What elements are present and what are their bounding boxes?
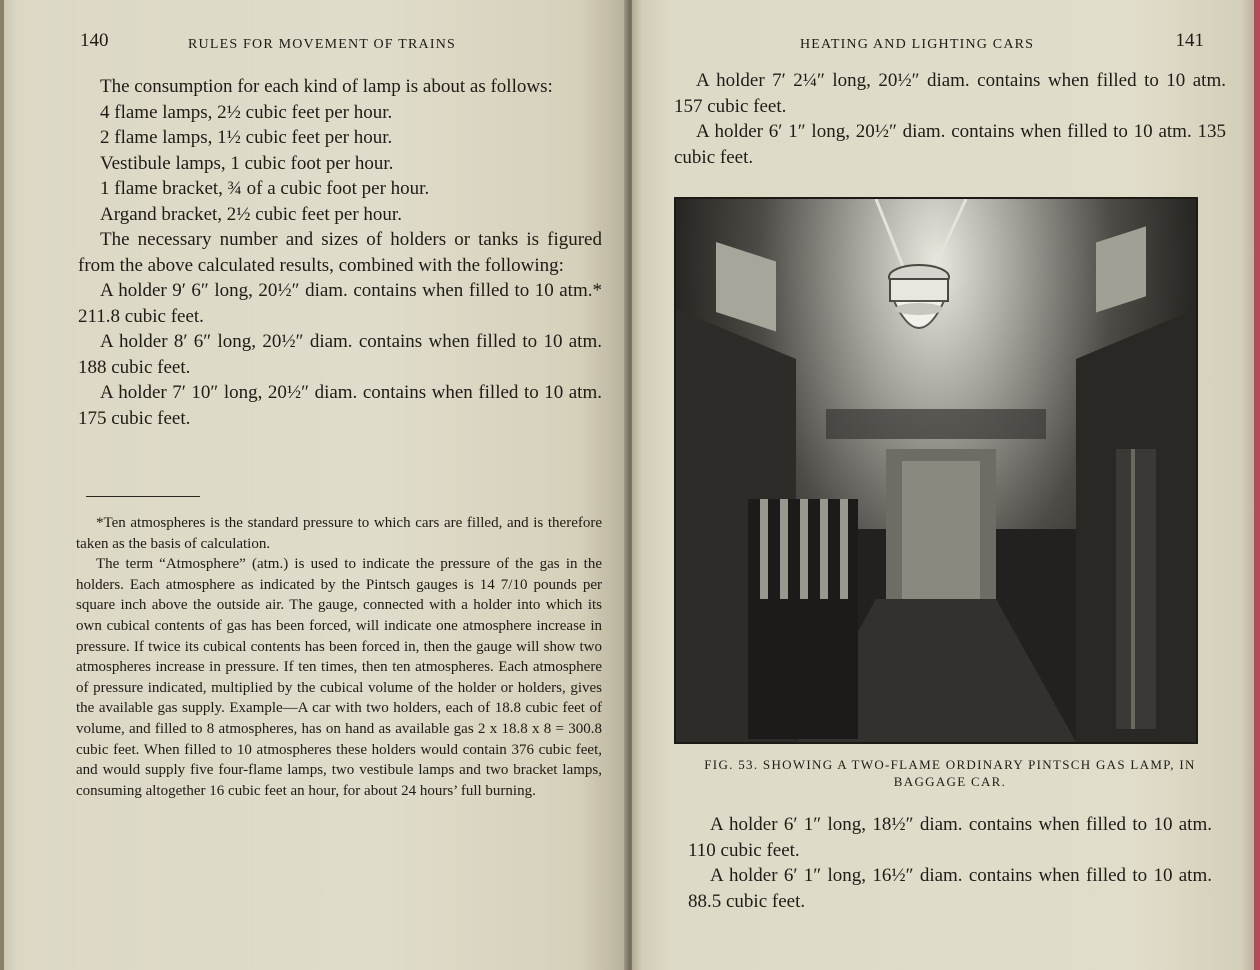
holder-paragraph: A holder 6′ 1″ long, 18½″ diam. contains when filled to 10 atm. 110 cubic feet. — [688, 814, 1212, 861]
lamp-rate-item: 1 flame bracket, ¾ of a cubic foot per hour. — [100, 178, 430, 199]
figure-caption: FIG. 53. SHOWING A TWO-FLAME ORDINARY PINTSCH GAS LAMP, IN BAGGAGE CAR. — [704, 757, 1196, 789]
footnote-block — [76, 513, 602, 801]
lamp-rate-item: Argand bracket, 2½ cubic feet per hour. — [100, 203, 402, 225]
holder-paragraph: A holder 7′ 2¼″ long, 20½″ diam. contains when filled to 10 atm. 157 cubic feet. — [674, 70, 1226, 117]
right-body-bottom — [688, 812, 1212, 914]
footnote-atmospheres: *Ten atmospheres is the standard pressure to which cars are filled, and is therefore taken as the basis of calculation. — [76, 515, 602, 552]
book-edge-left — [0, 0, 4, 970]
holder-paragraph: A holder 7′ 10″ long, 20½″ diam. contains when filled to 10 atm. 175 cubic feet. — [78, 382, 602, 429]
lamp-rate-item: 2 flame lamps, 1½ cubic feet per hour. — [100, 127, 393, 148]
left-body-text — [78, 74, 602, 431]
footnote-rule — [86, 496, 200, 497]
right-body-top — [674, 68, 1226, 170]
holder-paragraph: A holder 6′ 1″ long, 20½″ diam. contains when filled to 10 atm. 135 cubic feet. — [674, 121, 1226, 168]
left-page — [0, 0, 628, 970]
figure-photo-baggage-car — [674, 197, 1198, 744]
page-number-left: 140 — [80, 30, 109, 51]
baggage-car-interior-illustration — [676, 199, 1196, 742]
book-edge-right — [1254, 0, 1260, 970]
lamp-rate-item: Vestibule lamps, 1 cubic foot per hour. — [100, 152, 394, 174]
page-number-right: 141 — [1175, 30, 1204, 51]
holder-paragraph: A holder 9′ 6″ long, 20½″ diam. contains when filled to 10 atm.* 211.8 cubic feet. — [78, 280, 602, 327]
running-head-right: HEATING AND LIGHTING CARS — [800, 37, 1035, 52]
holder-paragraph: A holder 8′ 6″ long, 20½″ diam. contains when filled to 10 atm. 188 cubic feet. — [78, 331, 602, 378]
lamp-rate-item: 4 flame lamps, 2½ cubic feet per hour. — [100, 101, 393, 123]
footnote-atmosphere-definition: The term “Atmosphere” (atm.) is used to indicate the pressure of the gas in the holders. Each atmosphere as indicated by the Pintsch gauges is 14 7/10 pounds per square inch above the outside air. The gauge, connected with a holder into which its own cubical contents of gas has been forced, will indicate one atmosphere increase in pressure. If twice its cubical contents has been forced in, then the gauge will show two atmospheres increase in pressure. If ten times, then ten atmospheres. Each atmosphere of pressure indicated, multiplied by the cubical volume of the holder or holders, gives the available gas supply. Example—A car with two holders, each of 18.8 cubic feet of volume, and filled to 8 atmospheres, has on hand as available gas 2 x 18.8 x 8 = 300.8 cubic feet. When filled to 10 atmospheres these holders would contain 376 cubic feet, and would supply five four-flame lamps, two vestibule lamps and two bracket lamps, consuming altogether 16 cubic feet an hour, for about 24 hours’ full burning. — [76, 556, 602, 799]
holder-paragraph: A holder 6′ 1″ long, 16½″ diam. contains when filled to 10 atm. 88.5 cubic feet. — [688, 865, 1212, 912]
right-page — [632, 0, 1260, 970]
running-head-left: RULES FOR MOVEMENT OF TRAINS — [188, 37, 457, 52]
holders-intro: The necessary number and sizes of holders or tanks is figured from the above calculated results, combined with the following: — [78, 229, 602, 276]
consumption-intro: The consumption for each kind of lamp is about as follows: — [100, 76, 553, 97]
